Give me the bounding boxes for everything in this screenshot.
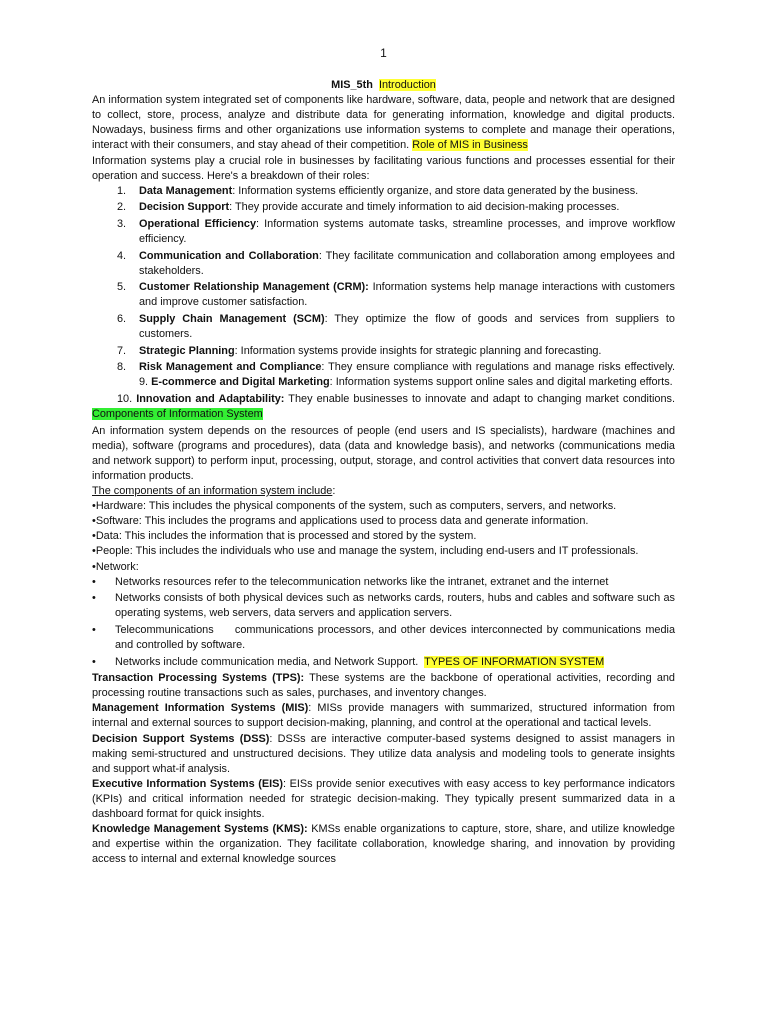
type-dss: Decision Support Systems (DSS): DSSs are interactive computer-based systems designed to assist managers in making semi-structured and unstructured decisions. They utilize data analysis and modeling tools to generate insights and support what-if analysis. bbox=[92, 732, 675, 775]
page-title bbox=[92, 78, 675, 93]
list-item: • Networks consists of both physical devices such as networks cards, routers, hubs and cables and software such as operating systems, web servers, data servers and application servers. bbox=[92, 592, 675, 620]
component-item-network: •Network: bbox=[92, 560, 139, 573]
page-content bbox=[92, 46, 679, 867]
course-title: MIS_5th bbox=[331, 79, 373, 92]
type-tps: Transaction Processing Systems (TPS): These systems are the backbone of operational activities, recording and processing routine transactions such as sales, purchases, and inventory changes. bbox=[92, 672, 675, 700]
component-item-people: •People: This includes the individuals who use and manage the system, including end-users and IT professionals. bbox=[92, 545, 639, 558]
list-item: 3. Operational Efficiency: Information systems automate tasks, streamline processes, and improve workflow efficiency. bbox=[117, 217, 675, 246]
intro-text: An information system integrated set of components like hardware, software, data, people and network that are designed to collect, store, process, analyze and distribute data for generating information, knowledge and digital products. Nowadays, business firms and other organizations use information systems to complete and manage their operations, interact with their consumers, and stay ahead of their competition. bbox=[92, 94, 675, 152]
list-item: 8. Risk Management and Compliance: They ensure compliance with regulations and manage risks effectively. 9. E-commerce and Digital Marketing: Information systems support online sales and digital marketing efforts. bbox=[117, 361, 675, 389]
list-item: 1. Data Management: Information systems efficiently organize, and store data generated by the business. bbox=[117, 184, 639, 197]
components-paragraph: An information system depends on the resources of people (end users and IS specialists), hardware (machines and media), software (programs and procedures), data (data and knowledge basis), and networks (communications media and network support) to perform input, processing, output, storage, and control activities that convert data resources into information products. bbox=[92, 424, 675, 482]
type-eis: Executive Information Systems (EIS): EISs provide senior executives with easy access to key performance indicators (KPIs) and critical information needed for strategic decision-making. They typically present summarized data in a dashboard format for quick insights. bbox=[92, 777, 675, 820]
roles-list bbox=[92, 184, 675, 422]
component-item-data: •Data: This includes the information that is processed and stored by the system. bbox=[92, 530, 477, 543]
list-item: • Telecommunications communications processors, and other devices interconnected by communications media and controlled by software. bbox=[92, 623, 679, 651]
types-heading: TYPES OF INFORMATION SYSTEM bbox=[424, 655, 605, 668]
list-item: 6. Supply Chain Management (SCM): They optimize the flow of goods and services from suppliers to customers. bbox=[117, 313, 675, 341]
introduction-heading: Introduction bbox=[378, 79, 436, 92]
type-mis: Management Information Systems (MIS): MISs provide managers with summarized, structured information from internal and external sources to support decision-making, planning, and control at the operational and tactical levels. bbox=[92, 702, 675, 730]
list-item: 4. Communication and Collaboration: They facilitate communication and collaboration among employees and stakeholders. bbox=[117, 249, 675, 277]
intro-paragraph bbox=[92, 93, 675, 153]
list-item: 5. Customer Relationship Management (CRM): Information systems help manage interactions with customers and improve customer satisfaction. bbox=[117, 281, 675, 309]
page-number: 1 bbox=[380, 46, 387, 60]
list-item: • Networks resources refer to the telecommunication networks like the intranet, extranet and the internet bbox=[92, 575, 609, 588]
list-item: 7. Strategic Planning: Information systems provide insights for strategic planning and forecasting. bbox=[117, 344, 602, 357]
network-list bbox=[92, 575, 679, 670]
role-of-mis-heading: Role of MIS in Business bbox=[412, 139, 528, 152]
component-item-hardware: •Hardware: This includes the physical components of the system, such as computers, servers, and networks. bbox=[92, 500, 617, 513]
list-item: 2. Decision Support: They provide accurate and timely information to aid decision-making processes. bbox=[117, 201, 620, 214]
list-item: • Networks include communication media, and Network Support. TYPES OF INFORMATION SYSTEM bbox=[92, 655, 605, 668]
roles-lead-paragraph: Information systems play a crucial role in businesses by facilitating various functions and processes essential for their operation and success. Here's a breakdown of their roles: bbox=[92, 154, 675, 182]
component-item-software: •Software: This includes the programs and applications used to process data and generate information. bbox=[92, 515, 589, 528]
type-kms: Knowledge Management Systems (KMS): KMSs enable organizations to capture, store, share, and utilize knowledge and expertise within the organization. They facilitate collaboration, knowledge sharing, and innovation by providing access to internal and external knowledge sources bbox=[92, 823, 675, 866]
components-list-heading: The components of an information system include: bbox=[92, 485, 336, 498]
list-item: 10. Innovation and Adaptability: They enable businesses to innovate and adapt to changing market conditions. Components of Information System bbox=[92, 392, 675, 421]
components-heading: Components of Information System bbox=[92, 408, 263, 421]
